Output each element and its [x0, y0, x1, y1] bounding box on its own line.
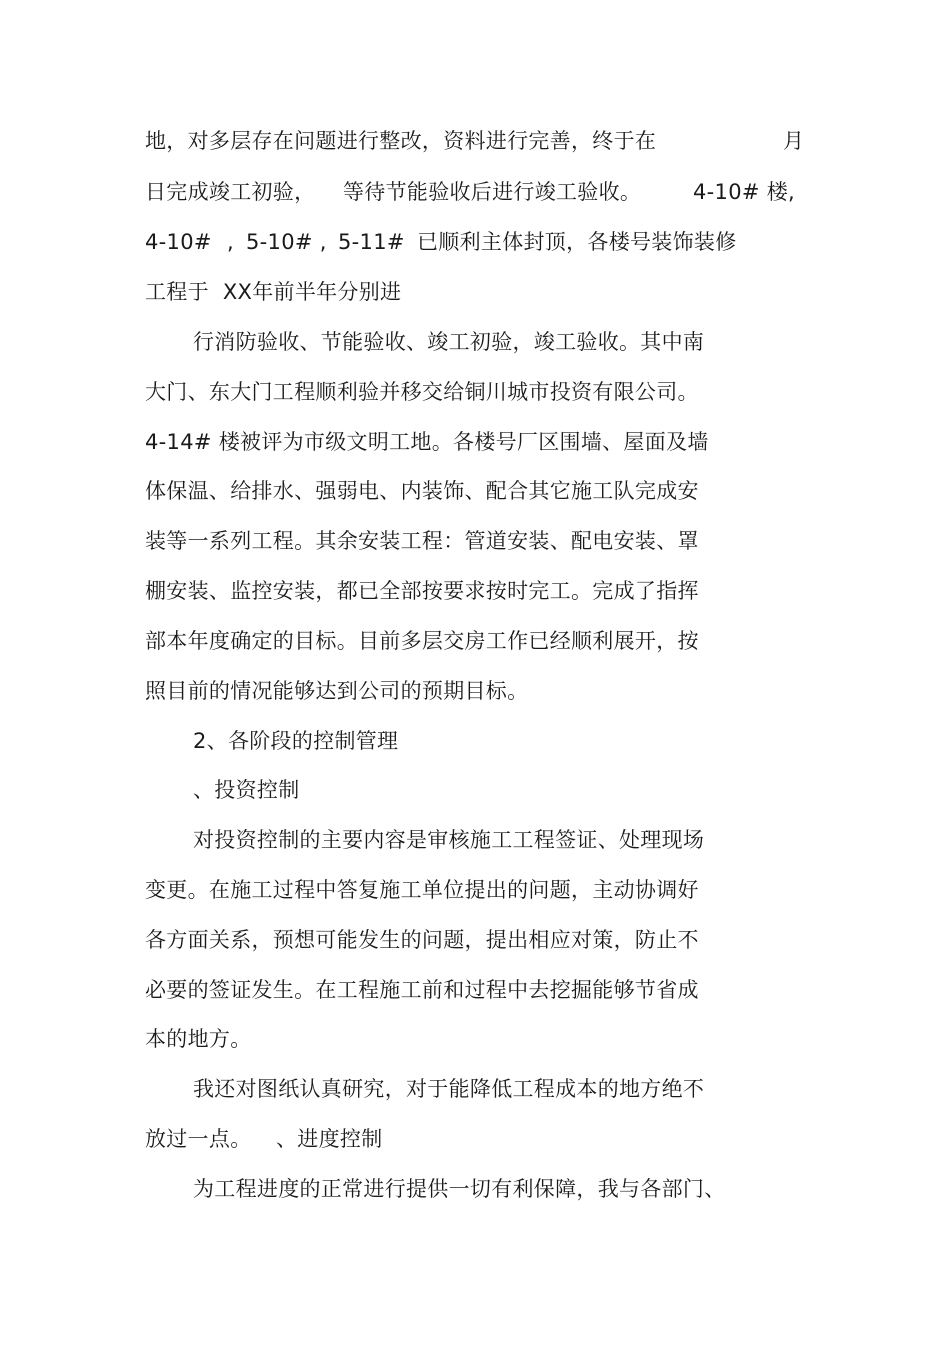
text-line	[193, 1172, 726, 1206]
text-segment: 大门、东大门工程顺利验并移交给铜川城市投资有限公司。	[145, 380, 699, 404]
text-line	[145, 275, 402, 309]
text-line	[145, 1022, 252, 1056]
text-segment: ,	[227, 230, 234, 254]
text-segment: 等待节能验收后进行竣工验收。	[343, 180, 642, 204]
text-line	[145, 474, 699, 508]
text-segment: 对投资控制的主要内容是审核施工工程签证、处理现场	[193, 828, 705, 852]
text-segment: 月	[783, 129, 805, 153]
subsection-heading	[193, 773, 300, 807]
text-segment: 部本年度确定的目标。目前多层交房工作已经顺利展开，按	[145, 629, 699, 653]
text-segment: 体保温、给排水、强弱电、内装饰、配合其它施工队完成安	[145, 479, 699, 503]
text-segment: 放过一点。	[145, 1127, 252, 1151]
text-segment: 工程于 XX年前半年分别进	[145, 280, 402, 304]
subsection-heading: 、进度控制	[276, 1127, 383, 1151]
text-line	[193, 823, 705, 857]
text-line	[145, 124, 805, 158]
text-segment: 5-10# ,	[246, 230, 327, 254]
text-segment: 变更。在施工过程中答复施工单位提出的问题，主动协调好	[145, 878, 699, 902]
text-segment: 已顺利主体封顶，各楼号装饰装修	[417, 230, 737, 254]
text-segment: 4-10# 楼,	[693, 180, 796, 204]
text-line	[145, 375, 699, 409]
text-segment: 各方面关系，预想可能发生的问题，提出相应对策，防止不	[145, 928, 699, 952]
text-line	[145, 175, 796, 209]
text-segment: 照目前的情况能够达到公司的预期目标。	[145, 679, 529, 703]
text-line	[193, 325, 705, 359]
section-heading	[193, 724, 399, 758]
text-segment: 5-11#	[338, 230, 405, 254]
text-line	[145, 524, 699, 558]
text-line	[145, 674, 529, 708]
text-segment: 本的地方。	[145, 1027, 252, 1051]
text-segment: 4-14# 楼被评为市级文明工地。各楼号厂区围墙、屋面及墙	[145, 430, 709, 454]
text-segment: 装等一系列工程。其余安装工程：管道安装、配电安装、罩	[145, 529, 699, 553]
text-segment: 、投资控制	[193, 778, 300, 802]
text-segment: 必要的签证发生。在工程施工前和过程中去挖掘能够节省成	[145, 978, 699, 1002]
text-line	[145, 1122, 383, 1156]
text-segment: 日完成竣工初验，	[145, 180, 316, 204]
text-line	[145, 873, 699, 907]
text-line	[145, 574, 699, 608]
text-line	[145, 923, 699, 957]
text-line	[193, 1072, 705, 1106]
text-line	[145, 225, 737, 259]
text-segment: 2、各阶段的控制管理	[193, 729, 399, 753]
text-line	[145, 624, 699, 658]
text-line	[145, 425, 709, 459]
text-segment: 地，对多层存在问题进行整改，资料进行完善，终于在	[145, 129, 657, 153]
text-segment: 我还对图纸认真研究，对于能降低工程成本的地方绝不	[193, 1077, 705, 1101]
text-line	[145, 973, 699, 1007]
text-segment: 为工程进度的正常进行提供一切有利保障，我与各部门、	[193, 1177, 726, 1201]
text-segment: 行消防验收、节能验收、竣工初验，竣工验收。其中南	[193, 330, 705, 354]
text-segment: 棚安装、监控安装，都已全部按要求按时完工。完成了指挥	[145, 579, 699, 603]
text-segment: 4-10#	[145, 230, 212, 254]
